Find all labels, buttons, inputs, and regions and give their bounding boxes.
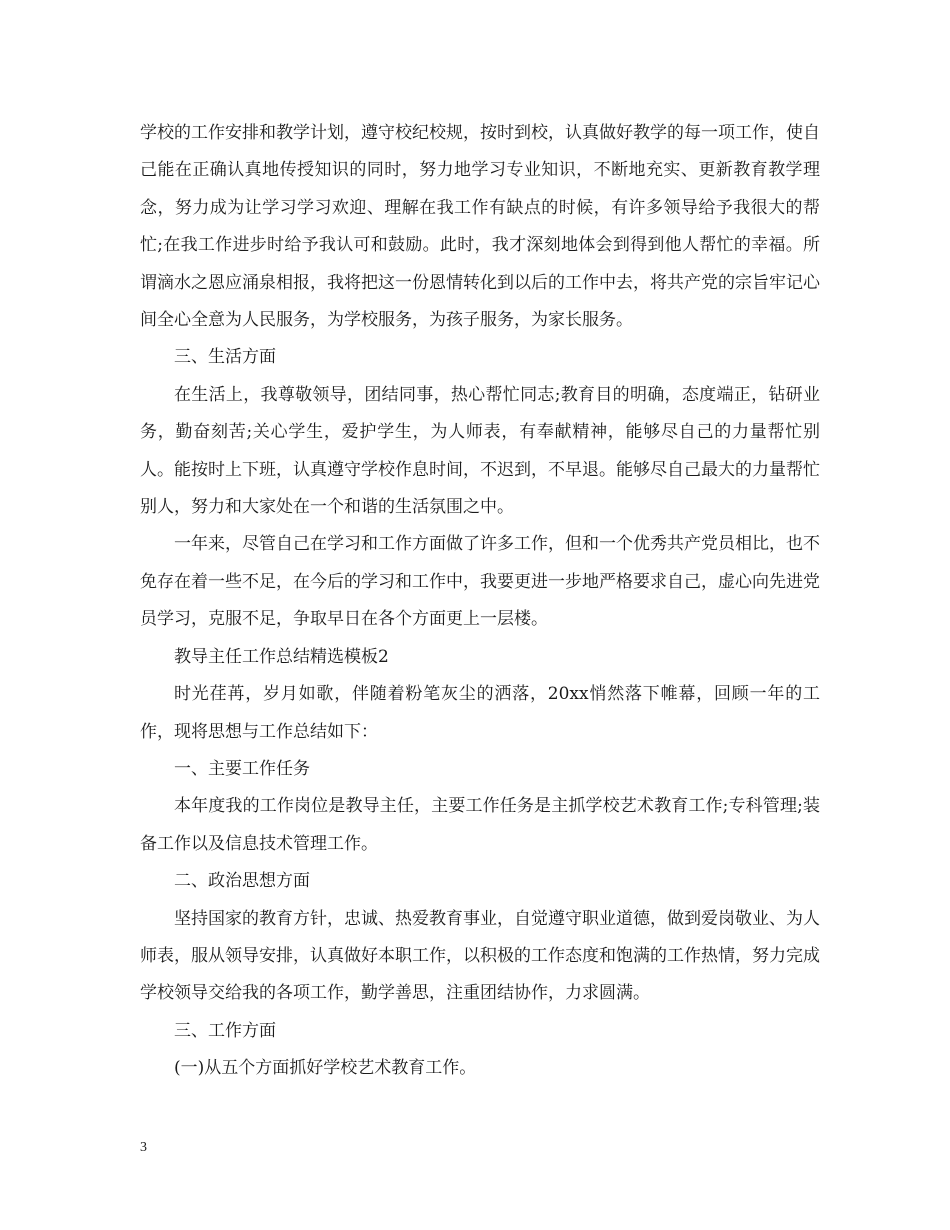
page-number: 3 [140,1140,147,1155]
document-body [140,115,820,1088]
section-heading-political: 二、政治思想方面 [174,871,310,892]
paragraph-main-tasks: 本年度我的工作岗位是教导主任，主要工作任务是主抓学校艺术教育工作;专科管理;装备工作以及信息技术管理工作。 [140,796,820,854]
section-heading-main-tasks: 一、主要工作任务 [174,758,310,779]
subsection-heading-art-education: (一)从五个方面抓好学校艺术教育工作。 [174,1058,477,1079]
section-heading-work: 三、工作方面 [174,1020,276,1041]
paragraph-political: 坚持国家的教育方针，忠诚、热爱教育事业，自觉遵守职业道德，做到爱岗敬业、为人师表，服从领导安排，认真做好本职工作，以积极的工作态度和饱满的工作热情，努力完成学校领导交给我的各项工作，勤学善思，注重团结协作，力求圆满。 [140,908,820,1004]
paragraph-continuation: 学校的工作安排和教学计划，遵守校纪校规，按时到校，认真做好教学的每一项工作，使自己能在正确认真地传授知识的同时，努力地学习专业知识，不断地充实、更新教育教学理念，努力成为让学习学习欢迎、理解在我工作有缺点的时候，有许多领导给予我很大的帮忙;在我工作进步时给予我认可和鼓励。此时，我才深刻地体会到得到他人帮忙的幸福。所谓滴水之恩应涌泉相报，我将把这一份恩情转化到以后的工作中去，将共产党的宗旨牢记心间全心全意为人民服务，为学校服务，为孩子服务，为家长服务。 [140,123,820,331]
section-heading-life: 三、生活方面 [174,347,276,368]
paragraph-life: 在生活上，我尊敬领导，团结同事，热心帮忙同志;教育目的明确，态度端正，钻研业务，勤奋刻苦;关心学生，爱护学生，为人师表，有奉献精神，能够尽自己的力量帮忙别人。能按时上下班，认真遵守学校作息时间，不迟到，不早退。能够尽自己最大的力量帮忙别人，努力和大家处在一个和谐的生活氛围之中。 [140,384,820,518]
paragraph-intro: 时光荏苒，岁月如歌，伴随着粉笔灰尘的洒落，20xx悄然落下帷幕，回顾一年的工作，现将思想与工作总结如下： [140,684,820,742]
paragraph-year-summary: 一年来，尽管自己在学习和工作方面做了许多工作，但和一个优秀共产党员相比，也不免存在着一些不足，在今后的学习和工作中，我要更进一步地严格要求自己，虚心向先进党员学习，克服不足，争取早日在各个方面更上一层楼。 [140,534,820,630]
template-title: 教导主任工作总结精选模板2 [174,646,389,667]
